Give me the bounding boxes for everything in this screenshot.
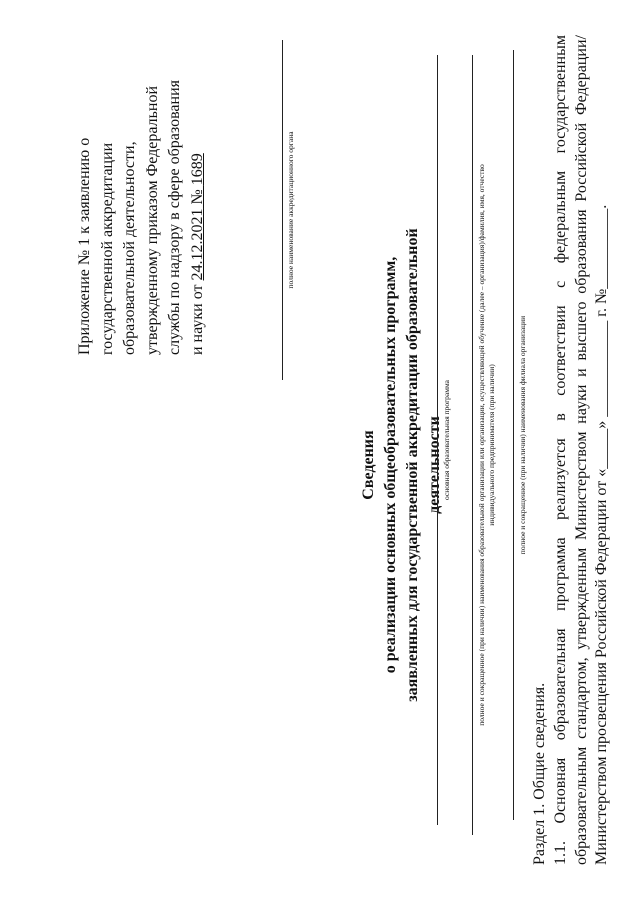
- appendix-line: Приложение № 1 к заявлению о: [76, 137, 93, 355]
- program-field-line: [437, 55, 438, 825]
- organization-caption: полное и сокращенное (при наличии) наименования образовательной организации или организации, осуществляющей обучение (далее – организация)/фамилия, имя, отчество: [477, 164, 486, 726]
- appendix-line: службы по надзору в сфере образования: [166, 79, 183, 355]
- section-paragraph: 1.1. Основная образовательная программа реализуется в соответствии с федеральным государственным образовательным стандартом, утвержденным Министерством науки и высшего образования Российской Федерации/Министерством просвещения Российской Федерации от «_____» ____________ г. №__________.: [552, 35, 610, 865]
- section-heading: Раздел 1. Общие сведения.: [531, 682, 548, 865]
- authority-caption: полное наименование аккредитационного органа: [286, 131, 295, 289]
- organization-caption-cont: индивидуального предпринимателя (при наличии): [487, 364, 496, 526]
- appendix-line6-prefix: и науки от: [188, 280, 206, 355]
- appendix-line-order: [187, 45, 210, 355]
- branch-field-line: [513, 50, 514, 820]
- order-number: 1689: [188, 153, 206, 186]
- title-line: заявленных для государственной аккредитации образовательной деятельности: [404, 228, 443, 702]
- title-line: о реализации основных общеобразовательных программ,: [382, 256, 399, 674]
- order-details: [189, 153, 206, 280]
- document-title: [358, 185, 446, 745]
- program-caption: основная образовательная программа: [442, 380, 451, 501]
- appendix-line: образовательной деятельности,: [121, 141, 138, 355]
- appendix-line: государственной аккредитации: [98, 142, 116, 355]
- appendix-header: [74, 45, 209, 355]
- order-number-prefix: №: [188, 185, 206, 209]
- appendix-line: утвержденному приказом Федеральной: [143, 85, 161, 355]
- authority-field-line: [282, 40, 283, 380]
- branch-caption: полное и сокращенное (при наличии) наименования филиала организации: [518, 315, 527, 555]
- title-line: Сведения: [360, 430, 377, 500]
- organization-field-line: [472, 55, 473, 835]
- order-date: 24.12.2021: [188, 208, 206, 281]
